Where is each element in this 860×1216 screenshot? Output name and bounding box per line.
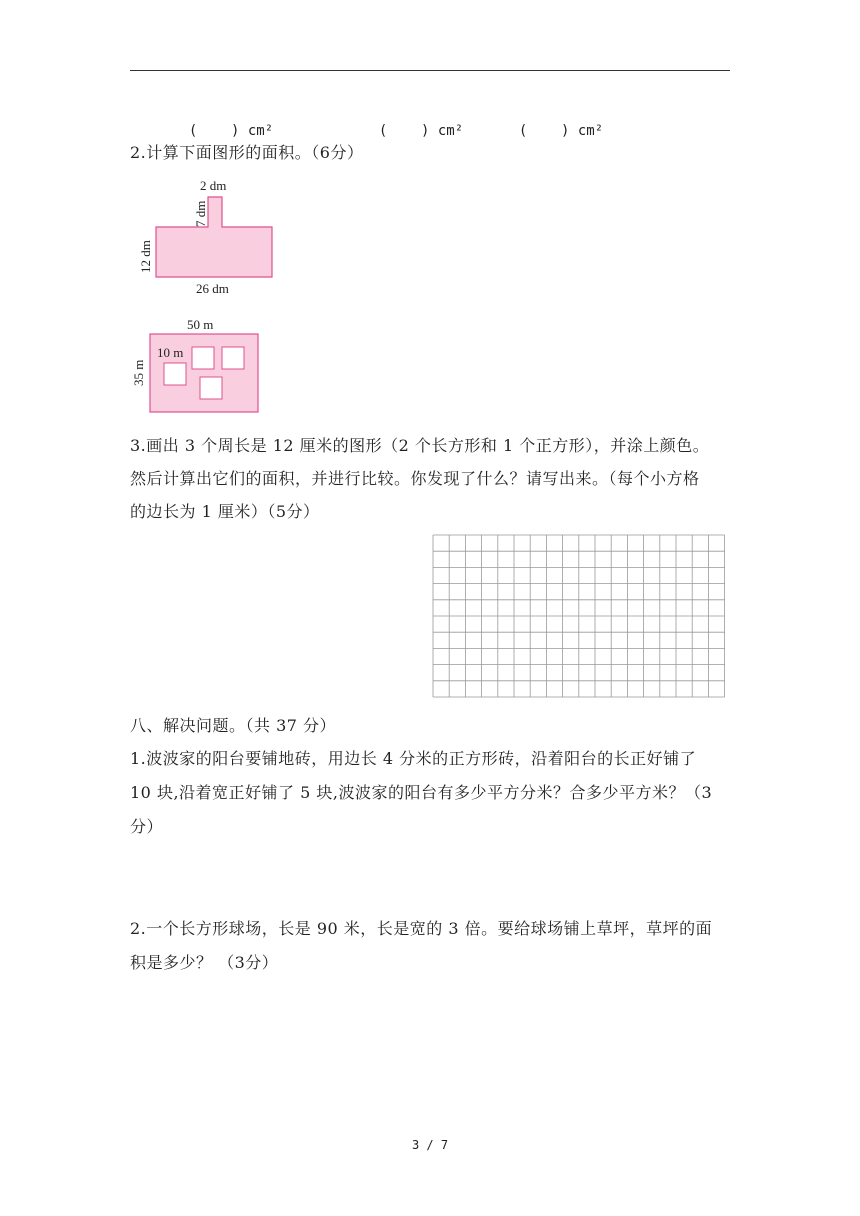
problem-2-line-1: 2.一个长方形球场，长是 90 米，长是宽的 3 倍。要给球场铺上草坪，草坪的面 xyxy=(130,919,713,938)
drawing-grid[interactable] xyxy=(433,535,726,695)
question-3-line-3: 的边长为 1 厘米）（5分） xyxy=(130,502,320,521)
problem-1-line-1: 1.波波家的阳台要铺地砖，用边长 4 分米的正方形砖，沿着阳台的长正好铺了 xyxy=(130,749,697,768)
figure-t-shape xyxy=(130,175,290,300)
answer-blank-2[interactable]: ( ) cm² xyxy=(378,123,464,139)
answer-blank-1[interactable]: ( ) cm² xyxy=(188,123,274,139)
fig1-height-label: 12 dm xyxy=(138,240,153,273)
problem-1-line-3: 分） xyxy=(130,817,164,836)
fig2-height-label: 35 m xyxy=(131,359,146,386)
question-3-line-2: 然后计算出它们的面积，并进行比较。你发现了什么？请写出来。（每个小方格 xyxy=(130,469,700,488)
answer-blank-3[interactable]: ( ) cm² xyxy=(518,123,604,139)
fig2-square-label: 10 m xyxy=(157,345,184,360)
fig1-stem-height-label: 7 dm xyxy=(193,200,208,227)
page-number: 3 / 7 xyxy=(411,1138,449,1152)
problem-2-line-2: 积是多少？ （3分） xyxy=(130,953,279,972)
question-2-text: 2.计算下面图形的面积。（6分） xyxy=(130,143,364,162)
fig1-top-width-label: 2 dm xyxy=(200,178,227,193)
problem-1-line-2: 10 块,沿着宽正好铺了 5 块,波波家的阳台有多少平方分米？合多少平方米？（3 xyxy=(130,783,713,802)
fig1-width-label: 26 dm xyxy=(196,281,229,296)
top-rule xyxy=(130,70,730,71)
question-3-line-1: 3.画出 3 个周长是 12 厘米的图形（2 个长方形和 1 个正方形），并涂上颜色。 xyxy=(130,436,710,455)
figure-rect-with-squares xyxy=(130,315,280,415)
section-8-title: 八、解决问题。（共 37 分） xyxy=(130,716,337,735)
fig2-width-label: 50 m xyxy=(187,317,214,332)
